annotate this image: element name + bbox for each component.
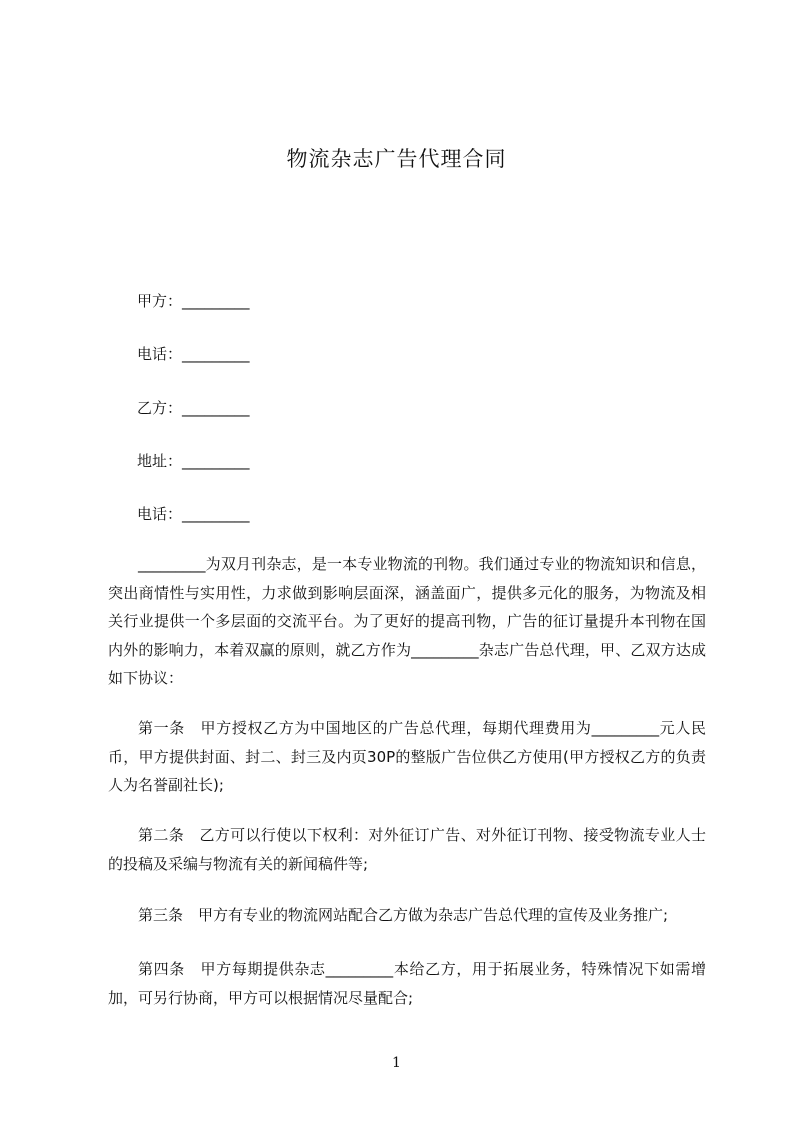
page-number: 1 (392, 1055, 401, 1071)
document-title: 物流杂志广告代理合同 (286, 147, 507, 171)
clause-2: 第二条 乙方可以行使以下权利：对外征订广告、对外征订刊物、接受物流专业人士的投稿及采编与物流有关的新闻稿件等; (108, 826, 706, 873)
party-a-phone-field: 电话：_________ (137, 345, 250, 363)
party-b-phone-field: 电话：_________ (137, 505, 250, 523)
party-b-address-field: 地址：_________ (137, 452, 250, 470)
party-b-field: 乙方：_________ (137, 399, 250, 417)
clause-3: 第三条 甲方有专业的物流网站配合乙方做为杂志广告总代理的宣传及业务推广; (138, 906, 669, 924)
clause-4: 第四条 甲方每期提供杂志_________本给乙方，用于拓展业务，特殊情况下如需增加，可另行协商，甲方可以根据情况尽量配合; (108, 960, 706, 1007)
clause-1: 第一条 甲方授权乙方为中国地区的广告总代理，每期代理费用为_________元人民币，甲方提供封面、封二、封三及内页30P的整版广告位供乙方使用(甲方授权乙方的负责人为名誉副社长); (108, 719, 706, 794)
intro-paragraph: _________为双月刊杂志，是一本专业物流的刊物。我们通过专业的物流知识和信息，突出商情性与实用性，力求做到影响层面深，涵盖面广，提供多元化的服务，为物流及相关行业提供一个多层面的交流平台。为了更好的提高刊物，广告的征订量提升本刊物在国内外的影响力，本着双赢的原则，就乙方作为_________杂志广告总代理，甲、乙双方达成如下协议： (108, 555, 706, 687)
party-a-field: 甲方：_________ (137, 292, 250, 310)
